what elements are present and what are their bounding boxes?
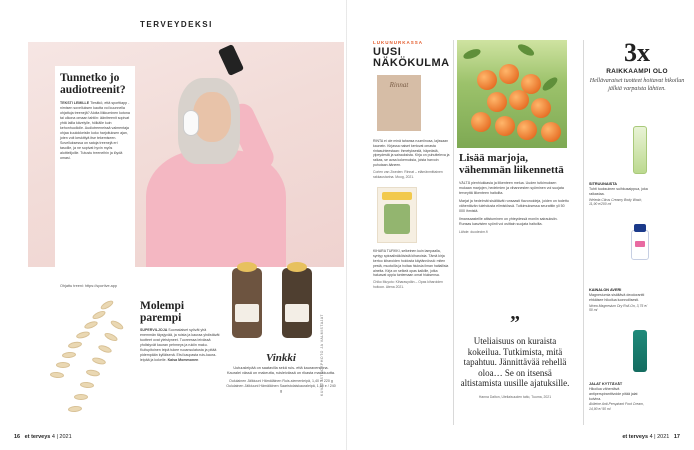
- column-divider: [453, 40, 454, 425]
- reading-tag: LUKUNURKASSA: [373, 40, 423, 45]
- left-footer-issue: 4 | 2021: [51, 434, 72, 440]
- reading-corner-column: [373, 40, 451, 290]
- left-page-number: 16: [14, 434, 21, 440]
- feature-article: [55, 66, 135, 276]
- molempi-title: Molempi parempi: [140, 300, 185, 324]
- molempi-article: [140, 300, 220, 363]
- reading-title: UUSI NÄKÖKULMA: [373, 46, 450, 69]
- right-footer: [622, 434, 680, 440]
- product-image-nivea: [631, 230, 649, 260]
- berries-article: [459, 152, 569, 238]
- right-footer-brand: et terveys: [622, 434, 649, 440]
- right-footer-issue: 4 | 2021: [649, 434, 670, 440]
- pull-quote: [459, 312, 571, 399]
- molempi-lead: SUPERVILJOJA: [140, 328, 168, 332]
- left-footer-brand: et terveys: [24, 434, 51, 440]
- vinkki-body: Uutuusleipää on saatavilla sekä ruis- että kauraversiona. Kauralei vässä on makeutta, ruisleivässä on rikasta maukkuutta.: [226, 366, 336, 375]
- products-dek: Hellävaraiset tuotteet hoitavat hikoilun jälkiä varpaista lähtien.: [589, 78, 685, 92]
- book-cover-rinnat: [377, 75, 421, 131]
- right-page-number: 17: [673, 434, 680, 440]
- quote-source: Hanna Dalton, Uteliaisuuden taito, Tuuma, 2021: [478, 394, 552, 399]
- berries-title: Lisää marjoja, vähemmän liikennettä: [459, 152, 564, 176]
- product-1-title: SITRUUNAISTA: [589, 182, 617, 186]
- products-column: [589, 40, 685, 93]
- product-image-akileine: [633, 330, 647, 372]
- molempi-credit: Kaisa Mommonen: [167, 358, 199, 362]
- berries-text-2: Marjat ja hedelmät sisältävät runsaasti flavonoideja, joiden on todettu vähentävän tulehdusta elimistössä. Tutkimuksessa seurattiin yli 50 000 ihmistä.: [459, 199, 569, 213]
- product-2-title: KAINALON AVERI: [589, 288, 622, 292]
- reading-source-2: Chiko Muyoto: Kiharasydän – Opas kiharoiden hoitoon. Atena 2021.: [373, 280, 443, 289]
- product-3-info: Akileine Anti-Perspirant Foot Cream, 14,90 e/ 50 ml: [589, 402, 644, 411]
- vinkki-title: Vinkki: [266, 352, 296, 364]
- berries-source: Lähde: duodecim.fi: [459, 230, 488, 234]
- quote-text: Uteliaisuus on kuraista kokeilua. Tutkimista, mitä tapahtuu. Jännittävää rehellä oloa… Se on itsensä altistamista uusille ajatuksille.: [460, 336, 570, 388]
- big-number: 3x: [624, 38, 650, 67]
- product-image-weleda: [633, 126, 647, 174]
- product-3-title: JALAT KYTTÄVÄT: [589, 382, 623, 386]
- oat-bread-package: [282, 268, 312, 338]
- product-1: [589, 182, 649, 207]
- product-1-desc: Tuhti tuoksuinen suihkusaippua, joka raikastaa.: [589, 187, 648, 196]
- berries-text-3: Ilmansaasteille altistuminen on yhteydessä moniin sairauksiin. Runsas kasvisten syönti voi osittain suojata haitoilta.: [459, 217, 558, 226]
- apricot-image: [457, 40, 567, 148]
- feature-text: Tiesitkö, että sporttiapp -nimisen sovelluksen kautta voi kuunnella ohjattuja treenejä? Aloita liikkuminen kotona tai ulkona omaan tahtiin: äänitreenit sopivat yhtä lailla kävelylle, hölkälle kuin kehonhuollolle. Audiotreeneissä valmentaja ohjaa kuulokkeisiin koko harjoituksen ajan, joten voit keskittyä itse tekemiseen. Sovelluksessa on satoja treenejä eri tasoille, ja ne sopivat hyvin myös aloittelijoille. Tutustu treeneihin ja löydä omasi.: [60, 101, 130, 160]
- headphones-icon: [183, 110, 199, 136]
- feature-title: Tunnetko jo audiotreenit?: [60, 72, 126, 96]
- left-footer: [14, 434, 72, 440]
- product-2-info: Nivea Magnesium Dry Roll-On, 3,75 e/ 50 ml: [589, 303, 648, 313]
- section-title: TERVEYDEKSI: [140, 20, 213, 29]
- berries-text-1: VÄLTÄ pienhiukkasia ja liikenteen melua. Uuden tutkimuksen mukaan marjojen, hedelmien ja vihannesten syöminen voi suojata terveyttä liikenteen haitoilta.: [459, 181, 564, 195]
- column-divider: [583, 40, 584, 425]
- molempi-body: [140, 328, 220, 363]
- reading-text-2: KIHARA TURKKI, selkeinen kuin lampaalla, syntyy spiraalinäköisistä kiharoista. Tämä kirja kertoo kiharoiden hoidosta käytännössä: miten pestä, muotoilla ja hoitaa hiuksia ilman haitallisia aineita. Kirja on selkeä opas kaikille, jotka haluavat oppia tuntemaan omat hiuksensa.: [373, 249, 449, 278]
- product-2: [589, 288, 649, 313]
- feature-credit: Ohjattu treeni: https://sportive.app: [60, 284, 117, 288]
- reading-text-1: RINTA ei ole minä tahansa ruumiinosa, lajissaan kaunein. Kirjassa naiset kertovat omasta rintasuhteestaan: ihmetyksestä, häpeästä, ylpeydestä ja sairauksista. Kirja on puhutteleva ja raikas, se avaa kokemuksia, joista harvoin puhutaan ääneen.: [373, 139, 450, 167]
- product-3: [589, 382, 649, 412]
- feature-body: [60, 101, 130, 161]
- right-page: [347, 0, 694, 450]
- book-cover-kiharasydan: [377, 187, 417, 243]
- wheat-image: [40, 292, 140, 427]
- photo-credit: KUVAT ISTOCKPHOTO JA VALMISTAJAT: [320, 314, 324, 396]
- book-title: Rinnat: [389, 81, 409, 89]
- reading-source-1: Corien van Zweden: Rinnat – elämänmittainen rakkaustarina. Moog, 2021.: [373, 169, 443, 179]
- products-title: RAIKKAAMPI OLO: [606, 68, 668, 75]
- feature-lead: TEKSTI LEMILLE: [60, 101, 90, 105]
- rye-bread-package: [232, 268, 262, 338]
- quote-mark-icon: ”: [510, 312, 520, 334]
- product-1-info: Weleda Citrus Creamy Body Wash, 11,90 e/200 ml: [589, 197, 643, 207]
- phone-icon: [218, 44, 244, 76]
- vinkki-products: Oululainen Jälkiuuni Hämäläinen Ruis-siemenleipä, 1,40 e/ 220 g Oululainen Jälkiuuni Hämäläinen Saaristolaiskauraleipä, 1,60 e / 240 g: [226, 379, 336, 393]
- product-2-desc: Magnesiumia sisältävä deodorantti ehkäisee hikoilua luonnollisesti.: [589, 293, 645, 302]
- molempi-text: Suomalaiset syövät yhä enemmän täysjyvää, ja ruista ja kauraa yhdistävät tuotteet ovat yleistyneet. Tuoreessa leivässä yhdistyvät kauran pehmeys ja rukiin maku. Kuitupitoinen leipä tukee ruoansulatusta ja pitää pidempään kylläisenä. Etsi kaupasta ruis-kaura-leipää ja kokeile.: [140, 328, 220, 362]
- product-3-desc: Hikoilua vähentävä antiperspiranttivoide pitää jalat kuivina.: [589, 387, 638, 401]
